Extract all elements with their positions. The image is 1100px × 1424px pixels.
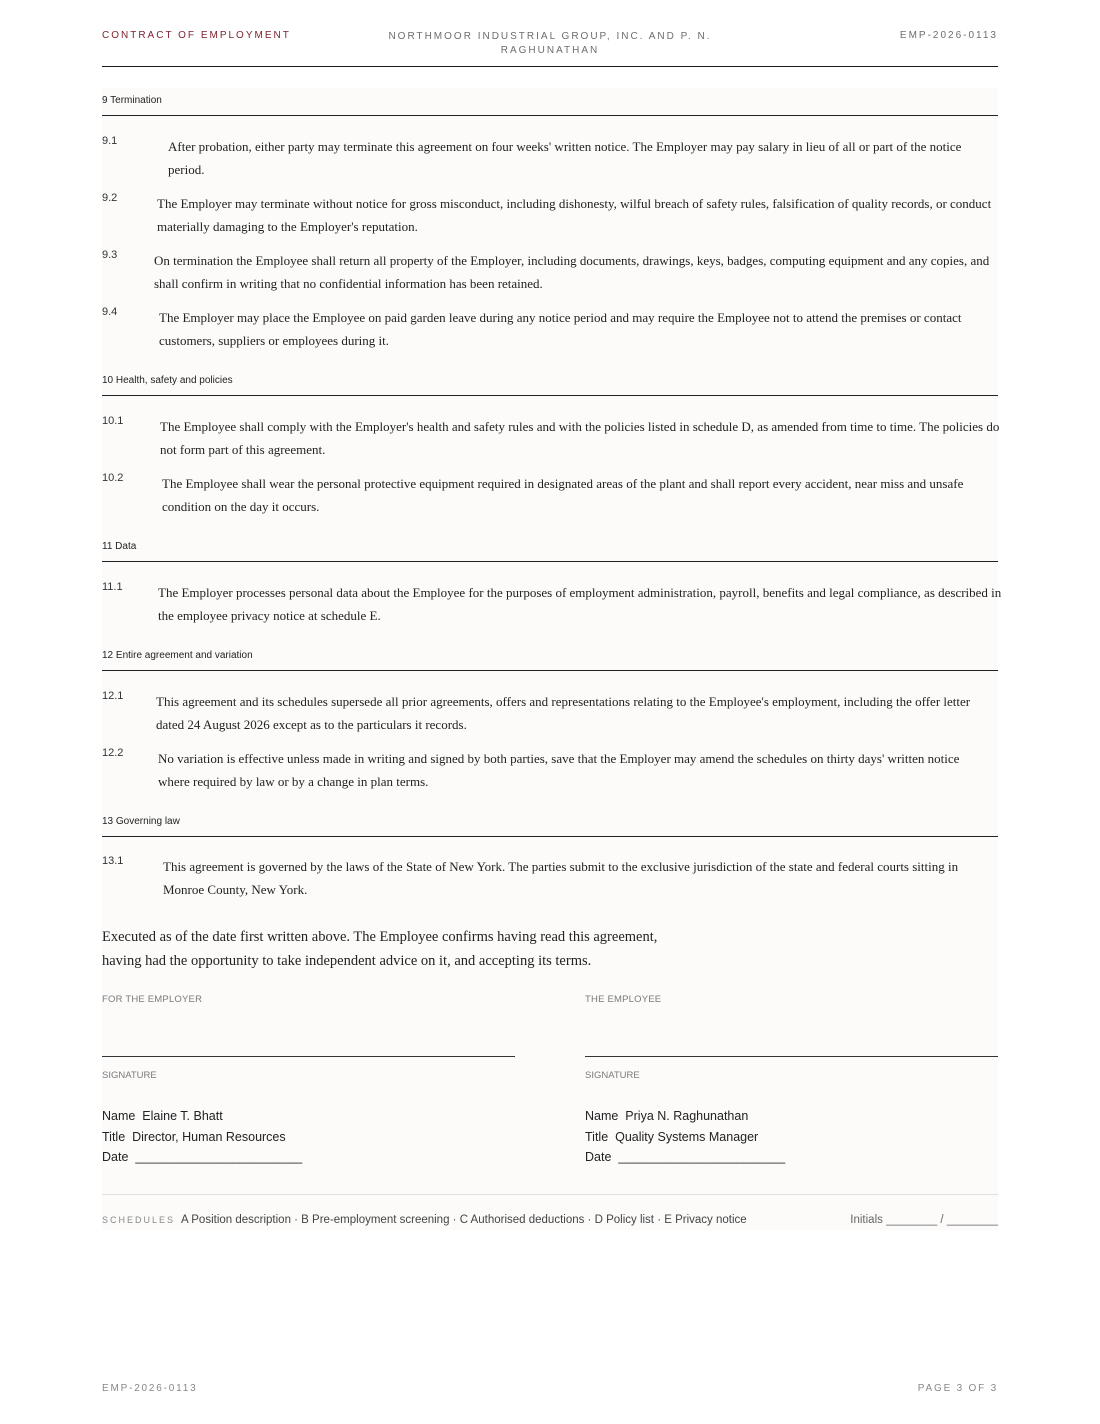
execution-line-2: having had the opportunity to take independent advice on it, and accepting its terms. (102, 953, 592, 969)
document-reference: EMP-2026-0113 (899, 30, 998, 41)
execution-line-1: Executed as of the date first written above. The Employee confirms having read this agreement, (102, 929, 658, 945)
employer-signature-line[interactable] (102, 1056, 515, 1057)
clause-number: 10.2 (102, 472, 124, 484)
signature-caption: SIGNATURE (585, 1070, 640, 1081)
clause-text: On termination the Employee shall return all property of the Employer, including documents, drawings, keys, badges, computing equipment and any copies, and shall confirm in writing that no confidential information has been retained. (154, 253, 990, 291)
clause-number: 11.1 (102, 581, 123, 593)
signature-caption: SIGNATURE (102, 1070, 157, 1081)
clause-text: The Employer may terminate without notice for gross misconduct, including dishonesty, wilful breach of safety rules, falsification of quality records, or conduct materially damaging to the Employer's reputation. (157, 196, 992, 234)
employer-title-row (102, 1127, 302, 1148)
clause-text: The Employer may place the Employee on paid garden leave during any notice period and may require the Employee not to attend the premises or contact customers, suppliers or employees during it. (159, 310, 962, 348)
section-heading-termination: 9 Termination (102, 88, 998, 116)
employee-caption: THE EMPLOYEE (585, 994, 662, 1005)
employer-date-field[interactable]: ________________________ (135, 1150, 303, 1164)
title-label: Title (585, 1129, 609, 1144)
section-heading-data: 11 Data (102, 534, 998, 562)
employer-title: Director, Human Resources (132, 1129, 286, 1144)
execution-statement (102, 925, 702, 973)
employer-name-row (102, 1106, 302, 1127)
clause-number: 13.1 (102, 855, 124, 867)
clause-number: 12.1 (102, 690, 124, 702)
footer-reference: EMP-2026-0113 (102, 1383, 198, 1394)
employee-title-row (585, 1127, 785, 1148)
clause-text: After probation, either party may terminate this agreement on four weeks' written notice. The Employer may pay salary in lieu of all or part of the notice period. (168, 139, 962, 177)
date-label: Date (585, 1150, 612, 1164)
section-heading-governing-law: 13 Governing law (102, 809, 998, 837)
name-label: Name (585, 1109, 619, 1123)
employer-details (102, 1106, 302, 1168)
name-label: Name (102, 1109, 136, 1123)
clause-number: 10.1 (102, 415, 124, 427)
clause-number: 9.3 (102, 249, 118, 261)
header-divider (102, 66, 998, 67)
employee-date-field[interactable]: ________________________ (618, 1150, 786, 1164)
schedules-list (102, 1214, 747, 1226)
parties-line: NORTHMOOR INDUSTRIAL GROUP, INC. AND P. N. RAGHUNATHAN (388, 31, 712, 56)
clause-text: No variation is effective unless made in writing and signed by both parties, save that the Employer may amend the schedules on thirty days' written notice where required by law or by a change in plan terms. (158, 751, 960, 789)
initials-field[interactable]: Initials ________ / ________ (850, 1214, 998, 1226)
employee-date-row (585, 1147, 785, 1168)
employee-name: Priya N. Raghunathan (625, 1109, 749, 1123)
clause-text: The Employee shall wear the personal protective equipment required in designated areas of the plant and shall report every accident, near miss and unsafe condition on the day it occurs. (162, 476, 964, 514)
clause-text: The Employee shall comply with the Employer's health and safety rules and with the policies listed in schedule D, as amended from time to time. The policies do not form part of this agreement. (160, 419, 1000, 457)
clause-number: 9.2 (102, 192, 118, 204)
clause-text: This agreement is governed by the laws of the State of New York. The parties submit to the exclusive jurisdiction of the state and federal courts sitting in Monroe County, New York. (163, 859, 959, 897)
clause-number: 9.1 (102, 135, 118, 147)
schedules-label: SCHEDULES (102, 1215, 176, 1225)
employee-title: Quality Systems Manager (615, 1129, 759, 1144)
section-heading-health-safety: 10 Health, safety and policies (102, 368, 998, 396)
clause-number: 9.4 (102, 306, 118, 318)
employee-signature-line[interactable] (585, 1056, 998, 1057)
page-number: PAGE 3 OF 3 (917, 1383, 998, 1394)
employer-signature-block (102, 994, 515, 1164)
employer-date-row (102, 1147, 302, 1168)
clause-text: This agreement and its schedules supersede all prior agreements, offers and representations relating to the Employee's employment, including the offer letter dated 24 August 2026 except as to the particulars it records. (156, 694, 971, 732)
title-label: Title (102, 1129, 126, 1144)
clause-text: The Employer processes personal data about the Employee for the purposes of employment administration, payroll, benefits and legal compliance, as described in the employee privacy notice at schedule E. (158, 585, 1002, 623)
schedules-divider (102, 1194, 998, 1195)
employee-details (585, 1106, 785, 1168)
employee-signature-block (585, 994, 998, 1164)
contract-body (102, 88, 1002, 1230)
employer-caption: FOR THE EMPLOYER (102, 994, 203, 1005)
clause-number: 12.2 (102, 747, 124, 759)
employer-name: Elaine T. Bhatt (142, 1109, 223, 1123)
document-type: CONTRACT OF EMPLOYMENT (102, 30, 291, 41)
date-label: Date (102, 1150, 129, 1164)
section-heading-entire-agreement: 12 Entire agreement and variation (102, 643, 998, 671)
schedules-text: A Position description · B Pre-employment screening · C Authorised deductions · D Policy list · E Privacy notice (181, 1214, 747, 1226)
page-header (102, 29, 998, 57)
employee-name-row (585, 1106, 785, 1127)
